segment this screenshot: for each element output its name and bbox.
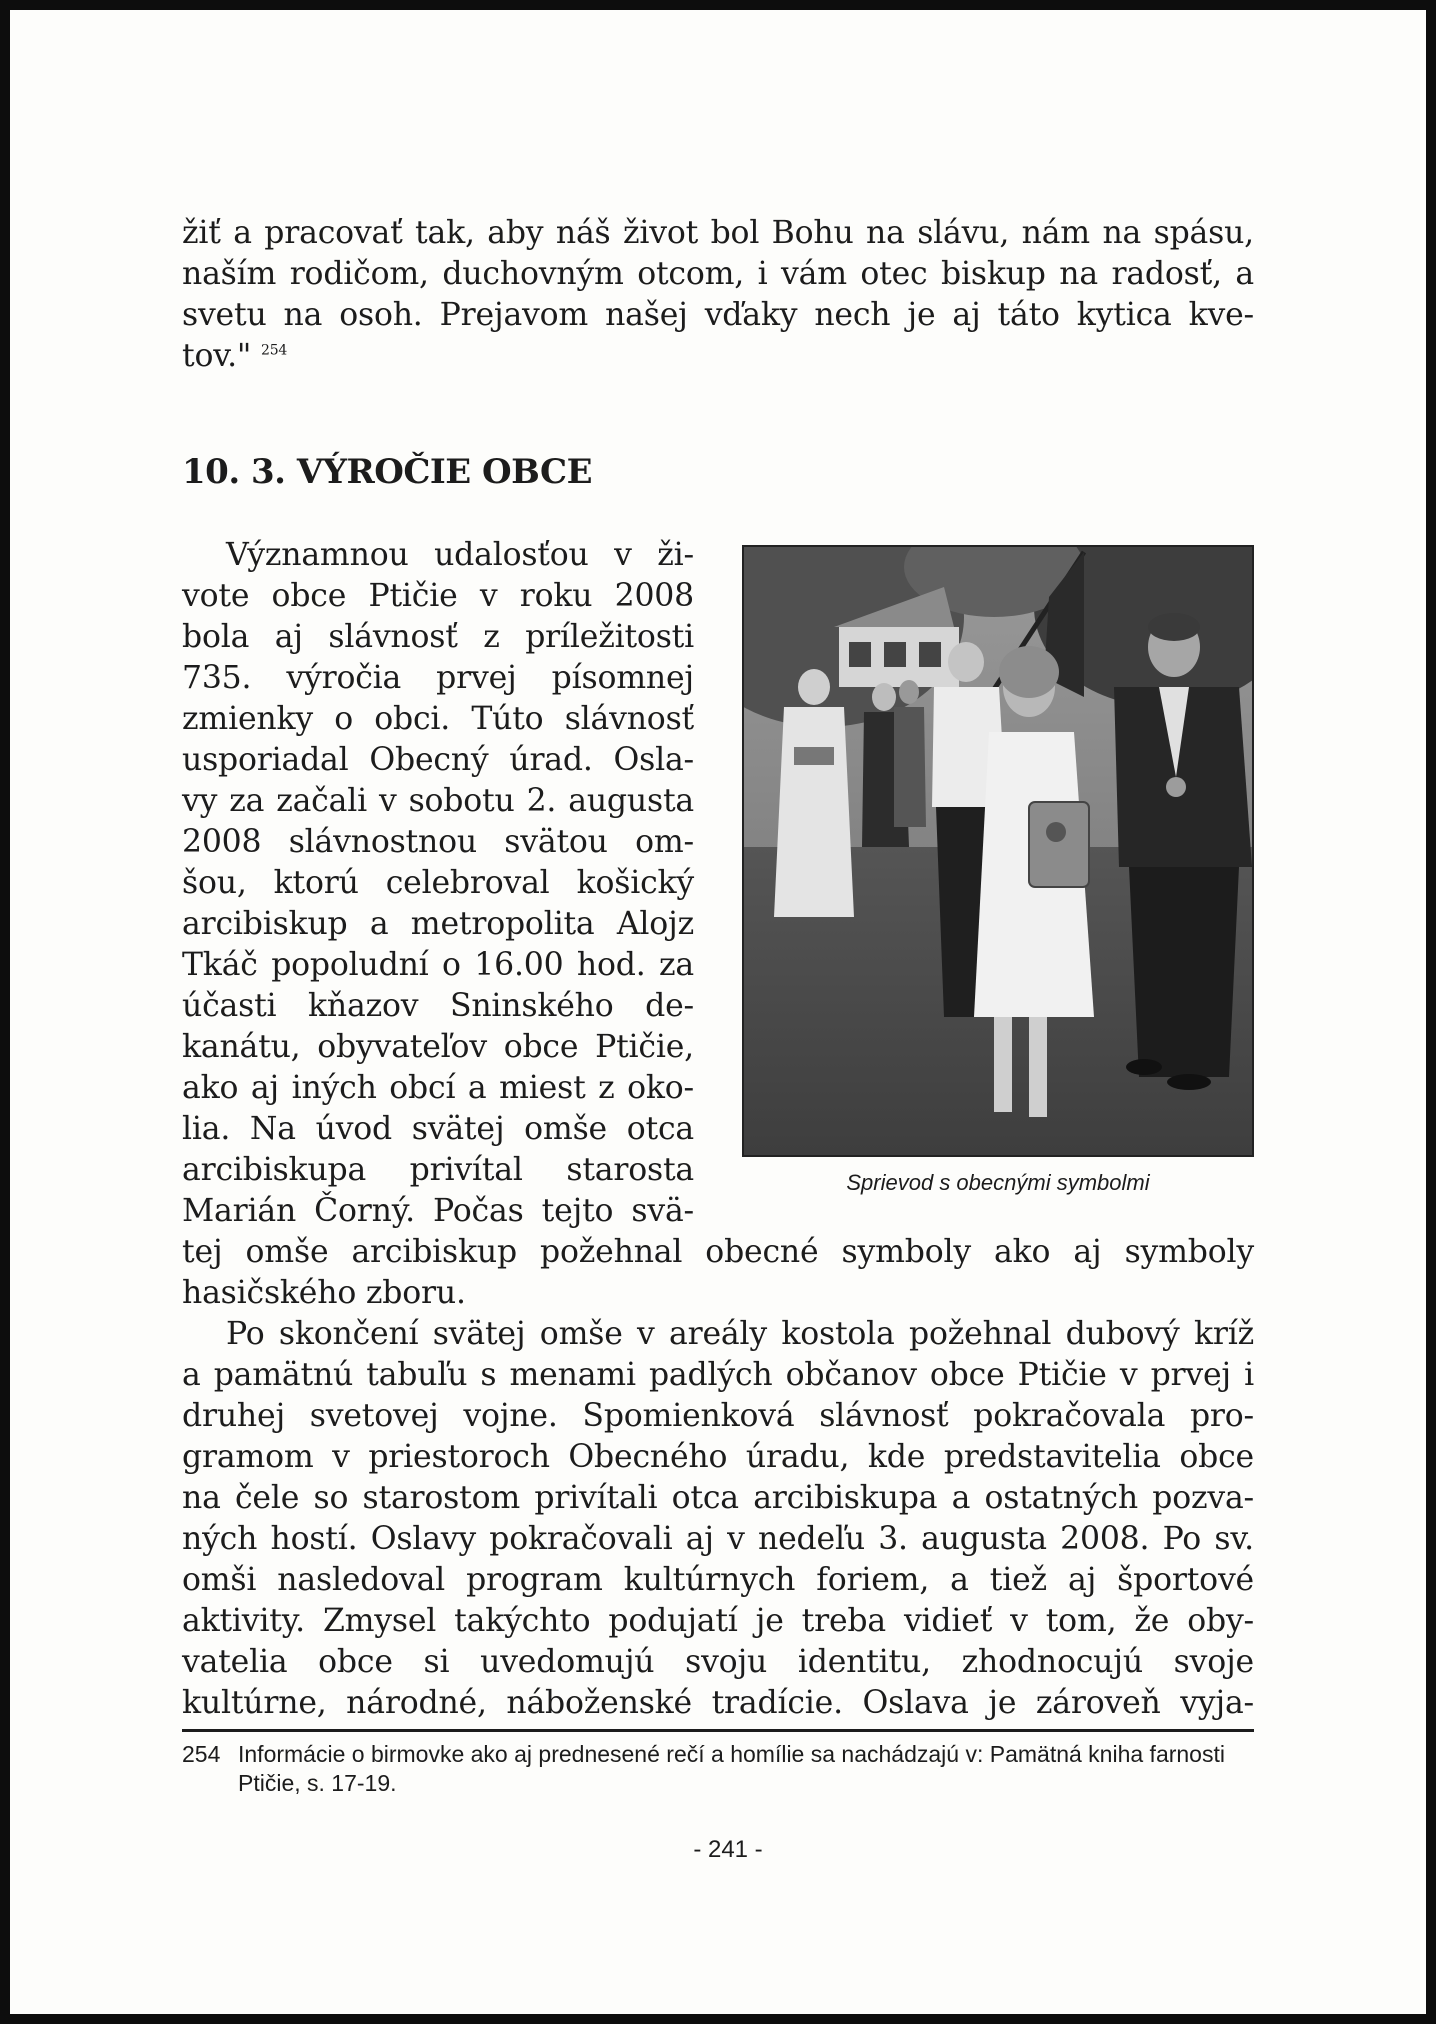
text-line: vy za začali v sobotu 2. augusta: [182, 783, 694, 819]
footnote: [182, 1740, 1254, 1798]
text-line: 735. výročia prvej písomnej: [182, 660, 694, 696]
text-line: a pamätnú tabuľu s menami padlých občanov obce Ptičie v prvej i: [182, 1357, 1254, 1393]
photo-caption: Sprievod s obecnými symbolmi: [846, 1170, 1150, 1195]
text-line: kultúrne, národné, náboženské tradície. Oslava je zároveň vyja-: [182, 1685, 1254, 1721]
text-line: gramom v priestoroch Obecného úradu, kde predstavitelia obce: [182, 1439, 1254, 1475]
text-line: hasičského zboru.: [182, 1275, 466, 1311]
text-line: tej omše arcibiskup požehnal obecné symboly ako aj symboly: [182, 1234, 1254, 1270]
text-line-content: tov.": [182, 338, 252, 374]
text-line: Tkáč popoludní o 16.00 hod. za: [182, 947, 694, 983]
text-line: vote obce Ptičie v roku 2008: [182, 578, 694, 614]
text-line: arcibiskup a metropolita Alojz: [182, 906, 694, 942]
text-line: omši nasledoval program kultúrnych foriem, a tiež aj športové: [182, 1562, 1254, 1598]
text-line: lia. Na úvod svätej omše otca: [182, 1111, 694, 1147]
text-line: bola aj slávnosť z príležitosti: [182, 619, 694, 655]
text-line: aktivity. Zmysel takýchto podujatí je treba vidieť v tom, že oby-: [182, 1603, 1254, 1639]
text-line: žiť a pracovať tak, aby náš život bol Bohu na slávu, nám na spásu,: [182, 215, 1254, 251]
text-line: účasti kňazov Sninského de-: [182, 988, 694, 1024]
text-line: [182, 336, 1254, 377]
text-line: svetu na osoh. Prejavom našej vďaky nech je aj táto kytica kve-: [182, 297, 1254, 333]
footnote-number: 254: [182, 1741, 221, 1767]
footnote-reference: 254: [261, 342, 288, 359]
text-line: vatelia obce si uvedomujú svoju identitu, zhodnocujú svoje: [182, 1644, 1254, 1680]
text-line: kanátu, obyvateľov obce Ptičie,: [182, 1029, 694, 1065]
text-line: arcibiskupa privítal starosta: [182, 1152, 694, 1188]
text-line: usporiadal Obecný úrad. Osla-: [182, 742, 694, 778]
text-line: druhej svetovej vojne. Spomienková slávnosť pokračovala pro-: [182, 1398, 1254, 1434]
procession-photo: [742, 545, 1254, 1157]
wrapped-paragraph: [182, 535, 694, 1232]
procession-photo-graphic: [744, 547, 1252, 1155]
footnote-rule: [182, 1729, 1254, 1732]
text-line: 2008 slávnostnou svätou om-: [182, 824, 694, 860]
page-number: - 241 -: [693, 1836, 763, 1863]
footnote-text: Informácie o birmovke ako aj prednesené rečí a homílie sa nachádzajú v: Pamätná kniha farnosti Ptičie, s. 17-19.: [238, 1741, 1225, 1796]
section-heading: 10. 3. VÝROČIE OBCE: [182, 452, 593, 492]
text-line: naším rodičom, duchovným otcom, i vám otec biskup na radosť, a: [182, 256, 1254, 292]
wrapped-paragraph-continuation: [182, 1232, 1254, 1314]
text-line: Po skončení svätej omše v areály kostola požehnal dubový kríž: [226, 1316, 1254, 1352]
text-line: ako aj iných obcí a miest z oko-: [182, 1070, 694, 1106]
text-line: Marián Čorný. Počas tejto svä-: [182, 1193, 694, 1229]
second-paragraph: [182, 1314, 1254, 1724]
text-line: na čele so starostom privítali otca arcibiskupa a ostatných pozva-: [182, 1480, 1254, 1516]
text-line: ných hostí. Oslavy pokračovali aj v nedeľu 3. augusta 2008. Po sv.: [182, 1521, 1254, 1557]
top-paragraph: [182, 213, 1254, 377]
text-line: Významnou udalosťou v ži-: [226, 537, 694, 573]
text-line: šou, ktorú celebroval košický: [182, 865, 694, 901]
text-line: zmienky o obci. Túto slávnosť: [182, 701, 694, 737]
